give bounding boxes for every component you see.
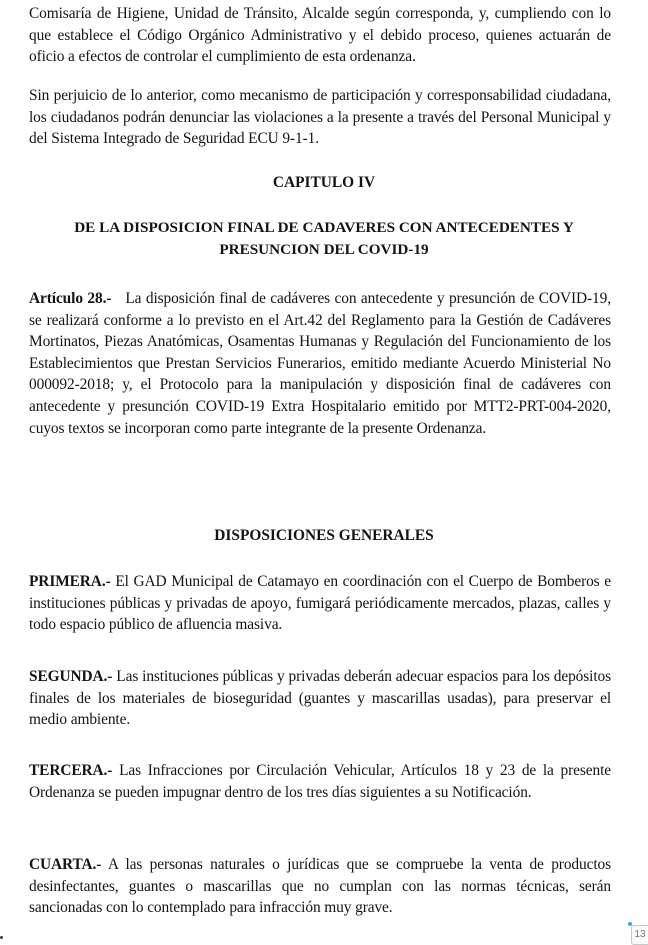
- provision-text: Las Infracciones por Circulación Vehicular, Artículos 18 y 23 de la presente Ordenanza se pueden impugnar dentro de los tres días siguientes a su Notificación.: [29, 762, 611, 801]
- provision-tercera: [29, 760, 611, 803]
- chapter-number: CAPITULO IV: [272, 174, 376, 191]
- provision-text: Las instituciones públicas y privadas deberán adecuar espacios para los depósitos finales de los materiales de bioseguridad (guantes y mascarillas usadas), para preservar el medio ambiente.: [29, 668, 612, 729]
- scan-speck: [0, 936, 3, 939]
- article-28-label: Artículo 28.-: [29, 290, 112, 307]
- provision-label: CUARTA.-: [29, 856, 102, 873]
- provision-text: A las personas naturales o jurídicas que se compruebe la venta de productos desinfectantes, guantes o mascarillas que no cumplan con las normas técnicas, serán sancionadas con lo contemplado para infracción muy grave.: [29, 856, 611, 917]
- provision-label: PRIMERA.-: [29, 573, 111, 590]
- article-28-paragraph: [29, 288, 611, 439]
- provision-label: SEGUNDA.-: [29, 668, 113, 685]
- chapter-title: DE LA DISPOSICION FINAL DE CADAVERES CON ANTECEDENTES Y PRESUNCION DEL COVID-19: [74, 219, 574, 258]
- page-number: 13: [631, 925, 648, 945]
- intro-paragraph-1: Comisaría de Higiene, Unidad de Tránsito, Alcalde según corresponda, y, cumpliendo con lo que establece el Código Orgánico Administrativo y el debido proceso, quienes actuarán de oficio a efectos de controlar el cumplimiento de esta ordenanza.: [29, 5, 611, 66]
- general-provisions-heading: DISPOSICIONES GENERALES: [214, 527, 434, 544]
- intro-paragraph-2: Sin perjuicio de lo anterior, como mecanismo de participación y corresponsabilidad ciudadana, los ciudadanos podrán denunciar las violaciones a la presente a través del Personal Municipal y del Sistema Integrado de Seguridad ECU 9-1-1.: [29, 87, 611, 148]
- provision-cuarta: [29, 854, 611, 919]
- provision-segunda: [29, 666, 611, 731]
- article-28-text: La disposición final de cadáveres con antecedente y presunción de COVID-19, se realizará conforme a lo previsto en el Art.42 del Reglamento para la Gestión de Cadáveres Mortinatos, Piezas Anatómicas, Osamentas Humanas y Regulación del Funcionamiento de los Establecimientos que Prestan Servicios Funerarios, emitido mediante Acuerdo Ministerial No 000092-2018; y, el Protocolo para la manipulación y disposición final de cadáveres con antecedente y presunción COVID-19 Extra Hospitalario emitido por MTT2-PRT-004-2020, cuyos textos se incorporan como parte integrante de la presente Ordenanza.: [29, 290, 611, 437]
- provision-text: El GAD Municipal de Catamayo en coordinación con el Cuerpo de Bomberos e instituciones públicas y privadas de apoyo, fumigará periódicamente mercados, plazas, calles y todo espacio público de afluencia masiva.: [29, 573, 612, 634]
- provision-primera: [29, 571, 611, 636]
- provision-label: TERCERA.-: [29, 762, 113, 779]
